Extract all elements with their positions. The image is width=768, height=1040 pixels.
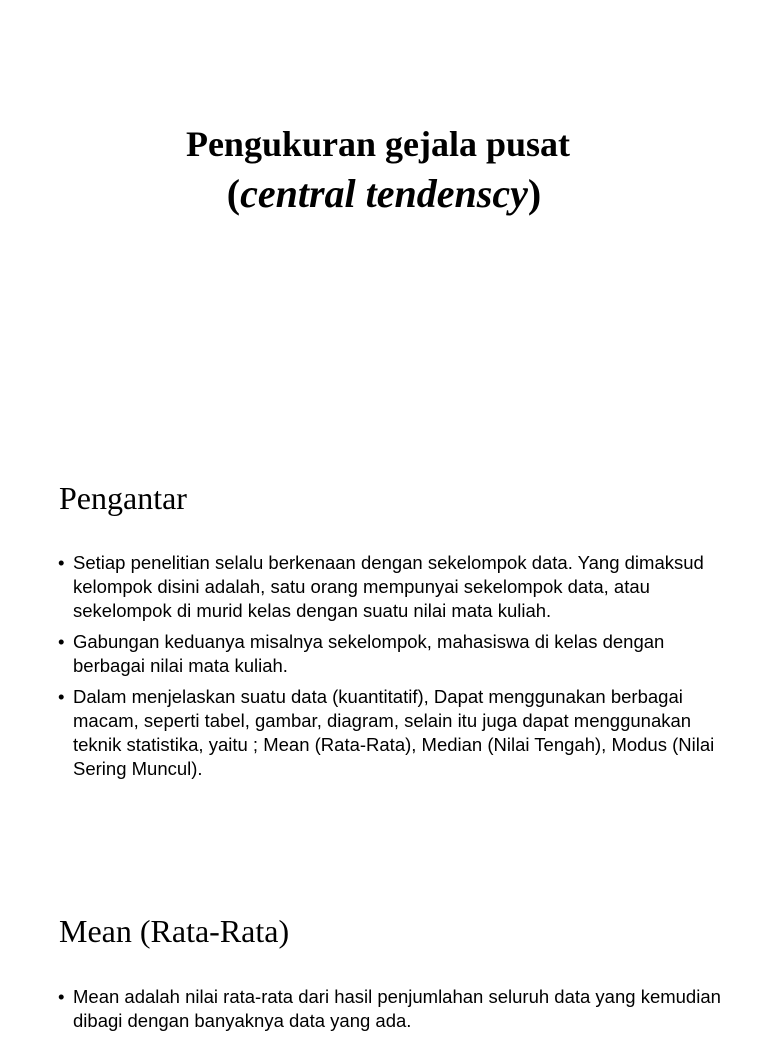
bullet-text: Dalam menjelaskan suatu data (kuantitatif), Dapat menggunakan berbagai macam, seperti tabel, gambar, diagram, selain itu juga dapat menggunakan teknik statistika, yaitu ; Mean (Rata-Rata), Median (Nilai Tengah), Modus (Nilai Sering Muncul). <box>73 686 715 779</box>
section-heading-pengantar: Pengantar <box>59 480 187 516</box>
pengantar-bullet-list <box>58 551 728 788</box>
bullet-icon: • <box>58 686 65 707</box>
bullet-text: Mean adalah nilai rata-rata dari hasil penjumlahan seluruh data yang kemudian dibagi dengan banyaknya data yang ada. <box>73 986 721 1031</box>
bullet-icon: • <box>58 986 65 1007</box>
subtitle-close-paren: ) <box>527 171 542 216</box>
list-item <box>58 985 728 1033</box>
list-item <box>58 630 728 678</box>
slide-subtitle <box>0 170 768 218</box>
mean-bullet-list <box>58 985 728 1040</box>
slide-title: Pengukuran gejala pusat <box>185 124 571 164</box>
bullet-icon: • <box>58 631 65 652</box>
bullet-text: Setiap penelitian selalu berkenaan dengan sekelompok data. Yang dimaksud kelompok disini adalah, satu orang mempunyai sekelompok data, atau sekelompok di murid kelas dengan suatu nilai mata kuliah. <box>73 552 704 621</box>
list-item <box>58 551 728 623</box>
subtitle-italic-text: central tendenscy <box>240 171 528 216</box>
subtitle-open-paren: ( <box>226 171 241 216</box>
section-heading-mean: Mean (Rata-Rata) <box>59 913 290 949</box>
bullet-icon: • <box>58 552 65 573</box>
list-item <box>58 685 728 781</box>
bullet-text: Gabungan keduanya misalnya sekelompok, mahasiswa di kelas dengan berbagai nilai mata kuliah. <box>73 631 665 676</box>
